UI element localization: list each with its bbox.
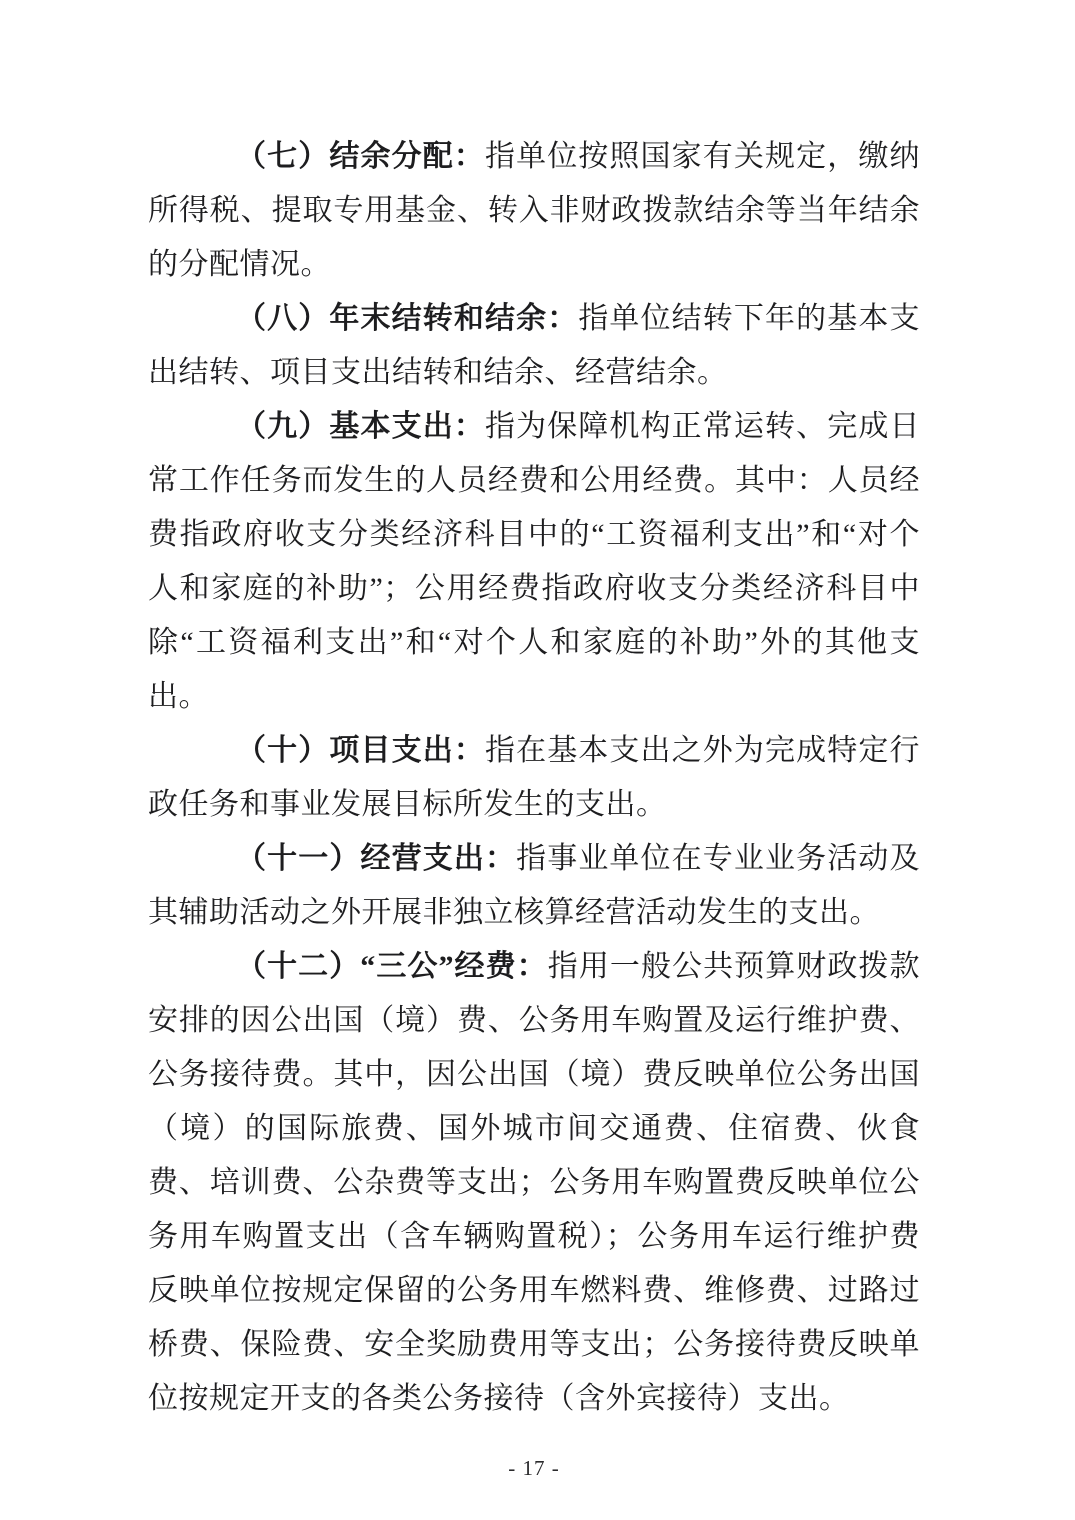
page-number: - 17 - — [508, 1456, 560, 1480]
term-definition: 指为保障机构正常运转、完成日常工作任务而发生的人员经费和公用经费。其中：人员经费指政府收支分类经济科目中的“工资福利支出”和“对个人和家庭的补助”；公用经费指政府收支分类经济科目中除“工资福利支出”和“对个人和家庭的补助”外的其他支出。 — [148, 410, 921, 713]
term-definition: 指事业单位在专业业务活动及其辅助活动之外开展非独立核算经营活动发生的支出。 — [148, 842, 921, 929]
term-label: （九）基本支出： — [236, 410, 485, 443]
paragraph-8-yearend-carryover — [148, 292, 920, 400]
term-label: （十二）“三公”经费： — [236, 950, 548, 983]
term-label: （十一）经营支出： — [236, 842, 517, 875]
paragraph-12-three-public-funds — [148, 940, 920, 1426]
term-label: （十）项目支出： — [236, 734, 485, 767]
term-label: （七）结余分配： — [236, 140, 485, 173]
term-definition: 指用一般公共预算财政拨款安排的因公出国（境）费、公务用车购置及运行维护费、公务接待费。其中，因公出国（境）费反映单位公务出国（境）的国际旅费、国外城市间交通费、住宿费、伙食费、培训费、公杂费等支出；公务用车购置费反映单位公务用车购置支出（含车辆购置税）；公务用车运行维护费反映单位按规定保留的公务用车燃料费、维修费、过路过桥费、保险费、安全奖励费用等支出；公务接待费反映单位按规定开支的各类公务接待（含外宾接待）支出。 — [148, 950, 920, 1415]
term-label: （八）年末结转和结余： — [236, 302, 579, 335]
paragraph-11-operating-expenditure — [148, 832, 920, 940]
term-definition: 指单位结转下年的基本支出结转、项目支出结转和结余、经营结余。 — [148, 302, 921, 389]
term-definition: 指单位按照国家有关规定，缴纳所得税、提取专用基金、转入非财政拨款结余等当年结余的分配情况。 — [148, 140, 921, 281]
paragraph-7-surplus-distribution — [148, 130, 920, 292]
paragraph-9-basic-expenditure — [148, 400, 920, 724]
term-definition: 指在基本支出之外为完成特定行政任务和事业发展目标所发生的支出。 — [148, 734, 921, 821]
paragraph-10-project-expenditure — [148, 724, 920, 832]
